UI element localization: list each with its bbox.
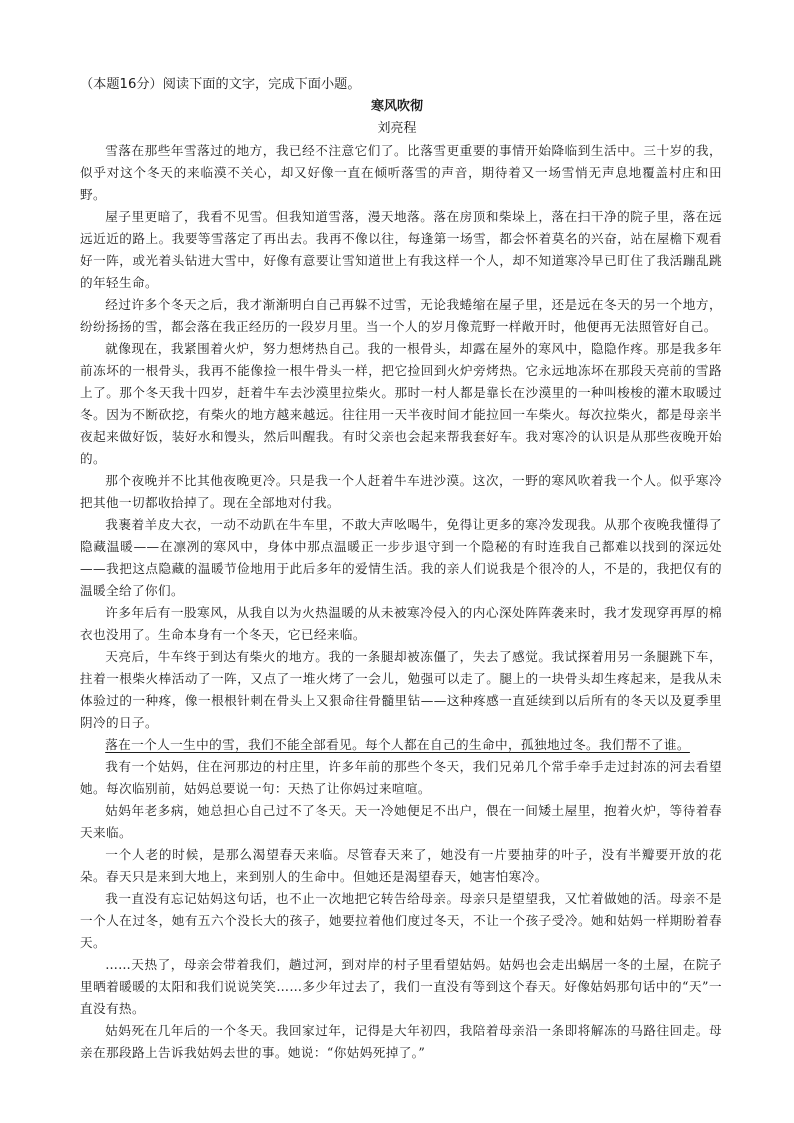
paragraph: 姑妈死在几年后的一个冬天。我回家过年，记得是大年初四，我陪着母亲沿一条即将解冻的马路往回走。母亲在那段路上告诉我姑妈去世的事。她说：“你姑妈死掉了。” [80, 1023, 722, 1060]
article-title: 寒风吹彻 [370, 99, 423, 114]
article-body [80, 140, 722, 1064]
paragraph: 一个人老的时候，是那么渴望春天来临。尽管春天来了，她没有一片要抽芽的叶子，没有半瓣要开放的花朵。春天只是来到大地上，来到别人的生命中。但她还是渴望春天，她害怕寒冷。 [80, 847, 722, 884]
article-author: 刘亮程 [377, 121, 417, 136]
paragraph: ……天热了，母亲会带着我们，趟过河，到对岸的村子里看望姑妈。姑妈也会走出蜗居一冬的土屋，在院子里晒着暖暖的太阳和我们说说笑笑……多少年过去了，我们一直没有等到这个春天。好像姑妈那句话中的“天”一直没有热。 [80, 957, 722, 1016]
paragraph: 姑妈年老多病，她总担心自己过不了冬天。天一冷她便足不出户，偎在一间矮土屋里，抱着火炉，等待着春天来临。 [80, 803, 722, 840]
paragraph: 屋子里更暗了，我看不见雪。但我知道雪落，漫天地落。落在房顶和柴垛上，落在扫干净的院子里，落在远远近近的路上。我要等雪落定了再出去。我再不像以往，每逢第一场雪，都会怀着莫名的兴奋，站在屋檐下观看好一阵，或光着头钻进大雪中，好像有意要让雪知道世上有我这样一个人，却不知道寒冷早已盯住了我活蹦乱跳的年轻生命。 [80, 209, 722, 290]
paragraph: 我裹着羊皮大衣，一动不动趴在牛车里，不敢大声吆喝牛，免得让更多的寒冷发现我。从那个夜晚我懂得了隐藏温暖——在凛冽的寒风中，身体中那点温暖正一步步退守到一个隐秘的有时连我自己都难以找到的深远处——我把这点隐藏的温暖节俭地用于此后多年的爱情生活。我的亲人们说我是个很冷的人，不是的，我把仅有的温暖全给了你们。 [80, 517, 722, 598]
paragraph: 许多年后有一股寒风，从我自以为火热温暖的从未被寒冷侵入的内心深处阵阵袭来时，我才发现穿再厚的棉衣也没用了。生命本身有一个冬天，它已经来临。 [80, 605, 722, 642]
paragraph: 我一直没有忘记姑妈这句话，也不止一次地把它转告给母亲。母亲只是望望我，又忙着做她的活。母亲不是一个人在过冬，她有五六个没长大的孩子，她要拉着他们度过冬天，不让一个孩子受冷。她和姑妈一样期盼着春天。 [80, 891, 722, 950]
underlined-paragraph [80, 734, 722, 756]
paragraph: 雪落在那些年雪落过的地方，我已经不注意它们了。比落雪更重要的事情开始降临到生活中。三十岁的我，似乎对这个冬天的来临漠不关心，却又好像一直在倾听落雪的声音，期待着又一场雪悄无声息地覆盖村庄和田野。 [80, 143, 722, 202]
paragraph: 我有一个姑妈，住在河那边的村庄里，许多年前的那些个冬天，我们兄弟几个常手牵手走过封冻的河去看望她。每次临别前，姑妈总要说一句：天热了让你妈过来喧喧。 [80, 759, 722, 796]
paragraph: 那个夜晚并不比其他夜晚更冷。只是我一个人赶着牛车进沙漠。这次，一野的寒风吹着我一个人。似乎寒冷把其他一切都收拾掉了。现在全部地对付我。 [80, 473, 722, 510]
underlined-sentence: 落在一个人一生中的雪，我们不能全部看见。每个人都在自己的生命中，孤独地过冬。我们帮不了谁。 [105, 737, 690, 752]
question-intro: （本题16分）阅读下面的文字，完成下面小题。 [80, 77, 361, 92]
paragraph: 经过许多个冬天之后，我才渐渐明白自己再躲不过雪，无论我蜷缩在屋子里，还是远在冬天的另一个地方，纷纷扬扬的雪，都会落在我正经历的一段岁月里。当一个人的岁月像荒野一样敞开时，他便再无法照管好自己。 [80, 297, 722, 334]
paragraph: 就像现在，我紧围着火炉，努力想烤热自己。我的一根骨头，却露在屋外的寒风中，隐隐作疼。那是我多年前冻坏的一根骨头，我再不能像捡一根牛骨头一样，把它捡回到火炉旁烤热。它永远地冻坏在那段天亮前的雪路上了。那个冬天我十四岁，赶着牛车去沙漠里拉柴火。那时一村人都是靠长在沙漠里的一种叫梭梭的灌木取暖过冬。因为不断砍挖，有柴火的地方越来越远。往往用一天半夜时间才能拉回一车柴火。每次拉柴火，都是母亲半夜起来做好饭，装好水和馒头，然后叫醒我。有时父亲也会起来帮我套好车。我对寒冷的认识是从那些夜晚开始的。 [80, 341, 722, 466]
paragraph: 天亮后，牛车终于到达有柴火的地方。我的一条腿却被冻僵了，失去了感觉。我试探着用另一条腿跳下车，拄着一根柴火棒活动了一阵，又点了一堆火烤了一会儿，勉强可以走了。腿上的一块骨头却生疼起来，是我从未体验过的一种疼，像一根根针刺在骨头上又狠命往骨髓里钻——这种疼感一直延续到以后所有的冬天以及夏季里阴冷的日子。 [80, 649, 722, 730]
